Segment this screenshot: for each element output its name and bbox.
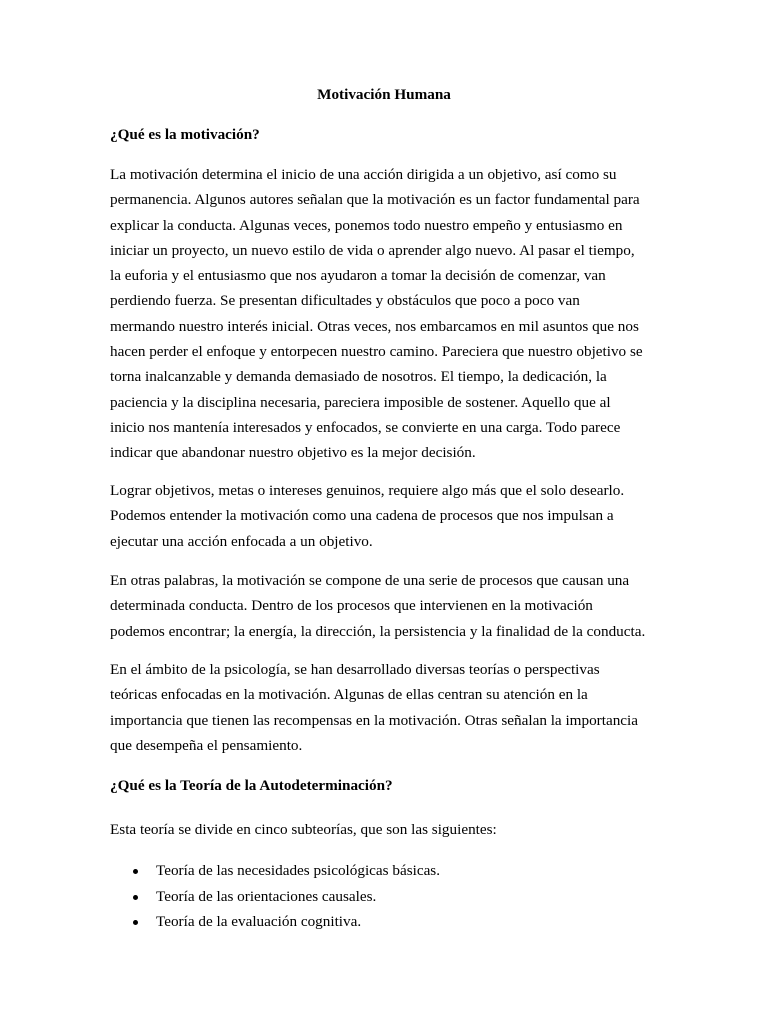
- paragraph-line: determinada conducta. Dentro de los procesos que intervienen en la motivación: [110, 597, 593, 615]
- paragraph-line: ejecutar una acción enfocada a un objetivo.: [110, 532, 373, 550]
- paragraph-line: La motivación determina el inicio de una acción dirigida a un objetivo, así como su: [110, 166, 617, 183]
- paragraph-line: En otras palabras, la motivación se compone de una serie de procesos que causan una: [110, 572, 630, 589]
- list-item-label: Teoría de las necesidades psicológicas básicas.: [156, 862, 441, 879]
- list-item: [110, 858, 440, 884]
- paragraph-line: torna inalcanzable y demanda demasiado de nosotros. El tiempo, la dedicación, la: [110, 368, 607, 386]
- paragraph-1: [110, 162, 670, 466]
- paragraph-line: perdiendo fuerza. Se presentan dificultades y obstáculos que poco a poco van: [110, 292, 580, 310]
- paragraph-line: explicar la conducta. Algunas veces, ponemos todo nuestro empeño y entusiasmo en: [110, 216, 623, 234]
- paragraph-line: paciencia y la disciplina necesaria, pareciera imposible de sostener. Aquello que al: [110, 393, 611, 411]
- paragraph-line: mermando nuestro interés inicial. Otras veces, nos embarcamos en mil asuntos que nos: [110, 317, 639, 335]
- paragraph-line: podemos encontrar; la energía, la dirección, la persistencia y la finalidad de la conducta.: [110, 622, 646, 640]
- bullet-icon: [133, 869, 138, 874]
- bullet-icon: [133, 920, 138, 925]
- paragraph-line: En el ámbito de la psicología, se han desarrollado diversas teorías o perspectivas: [110, 661, 600, 678]
- paragraph-2: [110, 478, 670, 554]
- subtheory-list: [110, 858, 440, 935]
- paragraph-line: hacen perder el enfoque y entorpecen nuestro camino. Pareciera que nuestro objetivo se: [110, 343, 643, 361]
- list-item-label: Teoría de las orientaciones causales.: [156, 887, 377, 905]
- paragraph-line: Podemos entender la motivación como una cadena de procesos que nos impulsan a: [110, 507, 614, 525]
- section-intro: Esta teoría se divide en cinco subteorías, que son las siguientes:: [110, 821, 497, 838]
- paragraph-line: que desempeña el pensamiento.: [110, 736, 303, 754]
- paragraph-3: [110, 568, 670, 644]
- list-item: [110, 884, 440, 910]
- bullet-icon: [133, 895, 138, 900]
- paragraph-line: permanencia. Algunos autores señalan que la motivación es un factor fundamental para: [110, 191, 640, 209]
- document-title: Motivación Humana: [317, 86, 451, 103]
- paragraph-line: importancia que tienen las recompensas en la motivación. Otras señalan la importancia: [110, 711, 638, 729]
- paragraph-line: teóricas enfocadas en la motivación. Algunas de ellas centran su atención en la: [110, 686, 588, 704]
- paragraph-line: iniciar un proyecto, un nuevo estilo de vida o aprender algo nuevo. Al pasar el tiempo,: [110, 241, 635, 259]
- paragraph-line: Lograr objetivos, metas o intereses genuinos, requiere algo más que el solo desearlo.: [110, 482, 625, 499]
- paragraph-line: indicar que abandonar nuestro objetivo es la mejor decisión.: [110, 444, 476, 462]
- list-item-label: Teoría de la evaluación cognitiva.: [156, 913, 362, 931]
- paragraph-line: inicio nos mantenía interesados y enfocados, se convierte en una carga. Todo parece: [110, 418, 621, 436]
- paragraph-line: la euforia y el entusiasmo que nos ayudaron a tomar la decisión de comenzar, van: [110, 267, 606, 285]
- section-heading-autodeterminacion: ¿Qué es la Teoría de la Autodeterminación?: [110, 777, 393, 794]
- paragraph-4: [110, 657, 670, 758]
- section-heading-motivacion: ¿Qué es la motivación?: [110, 126, 260, 143]
- list-item: [110, 909, 440, 935]
